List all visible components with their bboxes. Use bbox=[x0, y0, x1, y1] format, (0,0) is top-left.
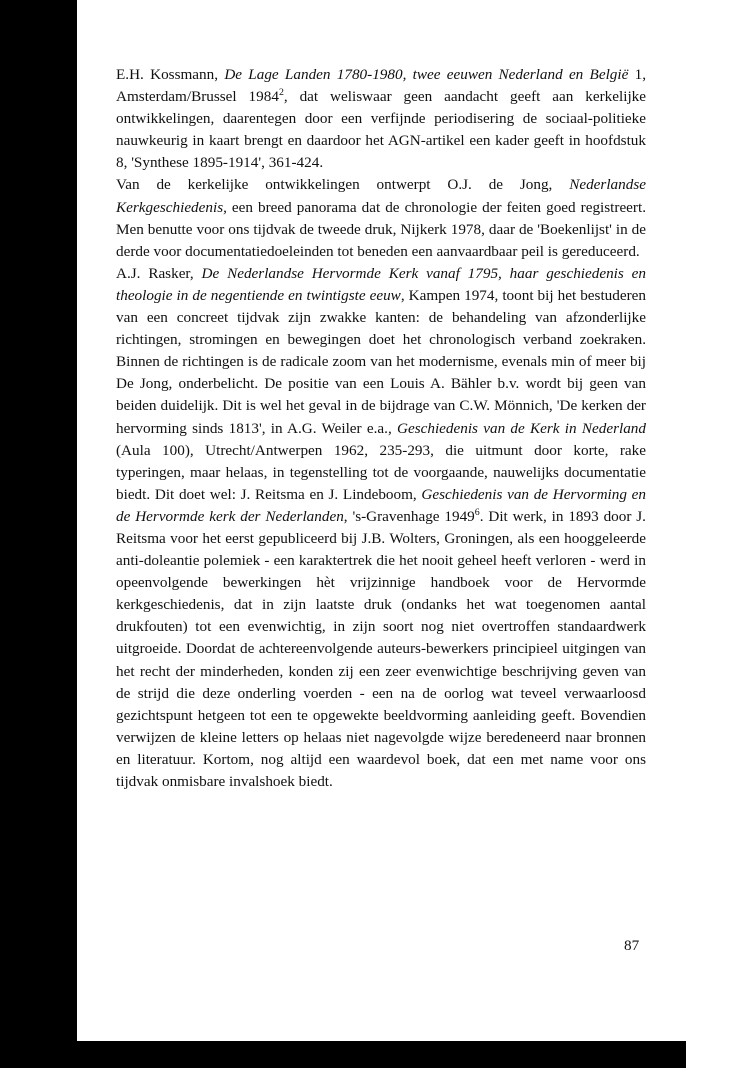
book-title: Geschiedenis van de Kerk in Nederland bbox=[397, 419, 646, 437]
page-number: 87 bbox=[624, 937, 640, 954]
text-run: , Kampen 1974, toont bij het bestuderen van een concreet tijdvak zijn zwakke kanten: de behandeling van afzonderlijke richtingen, stromingen en bewegingen doet het chronologisch verband zoekraken. Binnen de richtingen is de radicale zoom van het modernisme, evenals min of meer bij De Jong, onderbelicht. De positie van een Louis A. Bähler b.v. wordt bij geen van beiden duidelijk. Dit is wel het geval in de bijdrage van C.W. Mönnich, 'De kerken der hervorming sinds 1813', in A.G. Weiler e.a., bbox=[116, 286, 646, 437]
text-run: . Dit werk, in 1893 door J. Reitsma voor het eerst gepubliceerd bij J.B. Wolters, Groningen, als een hooggeleerde anti-doleantie polemiek - een karaktertrek die het nooit geheel heeft verloren - werd in opeenvolgende bewerkingen hèt vrijzinnige handboek voor de Hervormde kerkgeschiedenis, dat in zijn laatste druk (ondanks het wat toegenomen aantal drukfouten) tot een evenwichtig, in zijn soort nog niet overtroffen standaardwerk uitgroeide. Doordat de achtereenvolgende auteurs-bewerkers principieel uitgingen van het recht der minderheden, konden zij een zeer evenwichtige beschrijving geven van de strijd die deze onderling voerden - een na de oorlog wat teveel verwaarloosd gezichtspunt hetgeen tot een te opgewekte beeldvorming aanleiding geeft. Bovendien verwijzen de kleine letters op helaas niet nagevolgde wijze beredeneerd naar bronnen en literatuur. Kortom, nog altijd een waardevol boek, dat een met name voor ons tijdvak onmisbare invalshoek biedt. bbox=[116, 507, 646, 790]
scan-border-bottom bbox=[0, 1041, 686, 1068]
text-run: , dat weliswaar geen aandacht geeft aan kerkelijke ontwikkelingen, daarentegen door een verfijnde periodisering de sociaal-politieke nauwkeurig in kaart brengt en daardoor het AGN-artikel een kader geeft in hoofdstuk 8, 'Synthese 1895-1914', 361-424. bbox=[116, 88, 647, 172]
book-title: De Nederlandse Hervormde Kerk vanaf 1795, haar geschiedenis en theologie in de negentiende en twintigste eeuw bbox=[116, 264, 646, 304]
book-title: Geschiedenis van de Hervorming en de Hervormde kerk der Nederlanden bbox=[116, 485, 646, 525]
text-run: E.H. Kossmann, bbox=[116, 66, 225, 83]
edition-superscript: 6 bbox=[474, 506, 480, 518]
text-run: 1, Amsterdam/Brussel 1984 bbox=[116, 66, 647, 106]
edition-superscript: 2 bbox=[278, 87, 284, 99]
body-text bbox=[116, 64, 646, 793]
text-run: Van de kerkelijke ontwikkelingen ontwerpt O.J. de Jong, bbox=[116, 176, 570, 194]
text-run: , 's-Gravenhage 1949 bbox=[343, 507, 475, 525]
text-run: (Aula 100), Utrecht/Antwerpen 1962, 235-293, die uitmunt door korte, rake typeringen, maar helaas, in tegenstelling tot de voorgaande, nauwelijks documentatie biedt. Dit doet wel: J. Reitsma en J. Lindeboom, bbox=[116, 441, 646, 503]
paragraph bbox=[116, 174, 646, 262]
book-title: Nederlandse Kerkgeschiedenis bbox=[116, 176, 646, 216]
scan-border-left bbox=[0, 0, 77, 1068]
book-title: De Lage Landen 1780-1980, twee eeuwen Nederland en België bbox=[224, 66, 629, 83]
paragraph bbox=[116, 64, 646, 174]
text-run: A.J. Rasker, bbox=[116, 264, 202, 282]
text-run: , een breed panorama dat de chronologie der feiten goed registreert. Men benutte voor ons tijdvak de tweede druk, Nijkerk 1978, daar de 'Boekenlijst' in de derde voor documentatiedoeleinden tot beneden een aanvaardbaar peil is gereduceerd. bbox=[116, 198, 646, 260]
paragraph bbox=[116, 263, 646, 793]
